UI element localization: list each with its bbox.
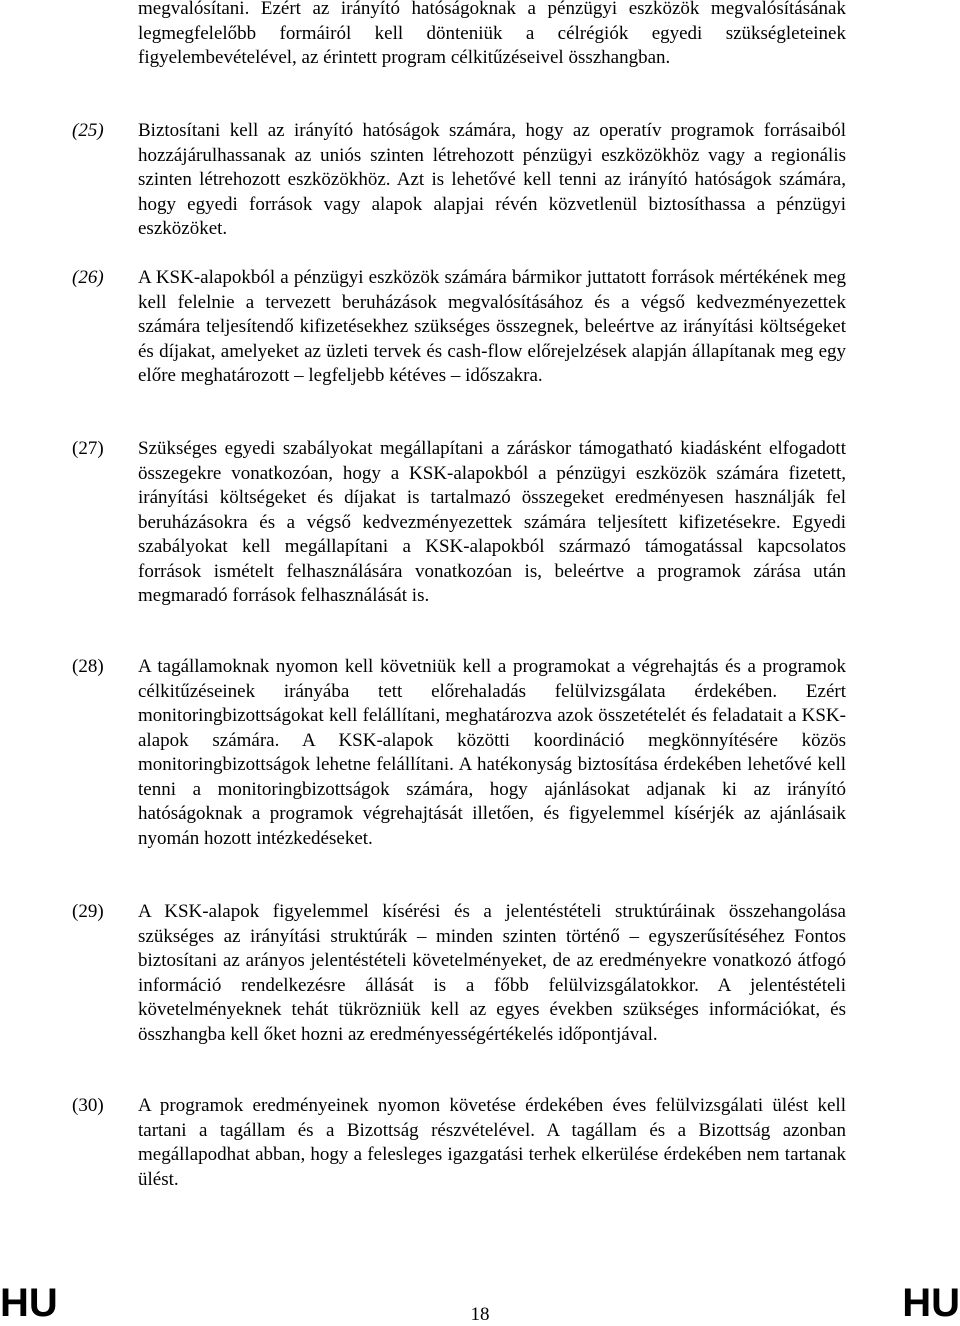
recital-30 <box>72 1094 846 1192</box>
footer-language-code-left: HU <box>0 1281 58 1325</box>
recital-number: (28) <box>72 656 104 677</box>
recital-25 <box>72 119 846 242</box>
recital-text: Biztosítani kell az irányító hatóságok számára, hogy az operatív programok forrásaiból hozzájárulhassanak az uniós szinten létrehozott pénzügyi eszközökhöz vagy a regionális szinten létrehozott eszközökhöz. Azt is lehetővé kell tenni az irányító hatóságok számára, hogy egyedi források vagy alapok alapjai révén közvetlenül biztosíthassa a pénzügyi eszközöket. <box>138 120 846 239</box>
recital-29 <box>72 900 846 1047</box>
recital-number: (25) <box>72 120 104 141</box>
recital-number: (30) <box>72 1095 104 1116</box>
recital-text: A tagállamoknak nyomon kell követniük kell a programokat a végrehajtás és a programok célkitűzéseinek irányába tett előrehaladás felülvizsgálata érdekében. Ezért monitoringbizottságokat kell felállítani, meghatározva azok összetételét és feladatait a KSK-alapok számára. A KSK-alapok közötti koordináció megkönnyítésére közös monitoringbizottságok lehetne felállítani. A hatékonyság biztosítása érdekében lehetővé kell tenni a monitoringbizottságok számára, hogy ajánlásokat adjanak ki az irányító hatóságoknak a programok végrehajtását illetően, és figyelemmel kísérjék az ajánlásaik nyomán hozott intézkedéseket. <box>138 656 846 849</box>
intro-paragraph: megvalósítani. Ezért az irányító hatóságoknak a pénzügyi eszközök megvalósításának legmegfelelőbb formáiról kell dönteniük a célrégiók egyedi szükségleteinek figyelembevételével, az érintett program célkitűzéseivel összhangban. <box>138 0 846 68</box>
recital-text: A KSK-alapok figyelemmel kísérési és a jelentéstételi struktúráinak összehangolása szükséges az irányítási struktúrák – minden szinten történő – egyszerűsítéséhez Fontos biztosítani az arányos jelentéstételi követelményeket, de az eredményekre vonatkozó átfogó információ rendelkezésre állását is a főbb felülvizsgálatokkor. A jelentéstételi követelményeknek tehát tükrözniük kell az egyes években szükséges információkat, és összhangba kell őket hozni az eredményességértékelés időpontjával. <box>138 901 846 1045</box>
recital-text: Szükséges egyedi szabályokat megállapítani a záráskor támogatható kiadásként elfogadott összegekre vonatkozóan, hogy a KSK-alapokból a pénzügyi eszközök számára fizetett, irányítási költségeket és díjakat is tartalmazó összegeket eredményesen használják fel beruházásokra és a végső kedvezményezettek számára teljesített kifizetésekre. Egyedi szabályokat kell megállapítani a KSK-alapokból származó támogatással kapcsolatos források ismételt felhasználására vonatkozóan is, beleértve a programok zárása után megmaradó források felhasználását is. <box>138 438 846 606</box>
recital-26 <box>72 266 846 389</box>
recital-number: (27) <box>72 438 104 459</box>
page-number: 18 <box>470 1304 490 1325</box>
recital-number: (29) <box>72 901 104 922</box>
recital-number: (26) <box>72 267 104 288</box>
recital-27 <box>72 437 846 609</box>
recital-text: A KSK-alapokból a pénzügyi eszközök számára bármikor juttatott források mértékének meg kell felelnie a tervezett beruházások megvalósításához és a végső kedvezményezettek számára teljesítendő kifizetésekhez szükséges összegnek, beleértve az irányítási költségeket és díjakat, amelyeket az üzleti tervek és cash-flow előrejelzések alapján állapítanak meg egy előre meghatározott – legfeljebb kétéves – időszakra. <box>138 267 846 386</box>
recital-text: A programok eredményeinek nyomon követése érdekében éves felülvizsgálati ülést kell tartani a tagállam és a Bizottság részvételével. A tagállam és a Bizottság azonban megállapodhat abban, hogy a felesleges igazgatási terhek elkerülése érdekében nem tartanak ülést. <box>138 1095 846 1190</box>
footer-language-code-right: HU <box>902 1281 960 1325</box>
recital-28 <box>72 655 846 851</box>
